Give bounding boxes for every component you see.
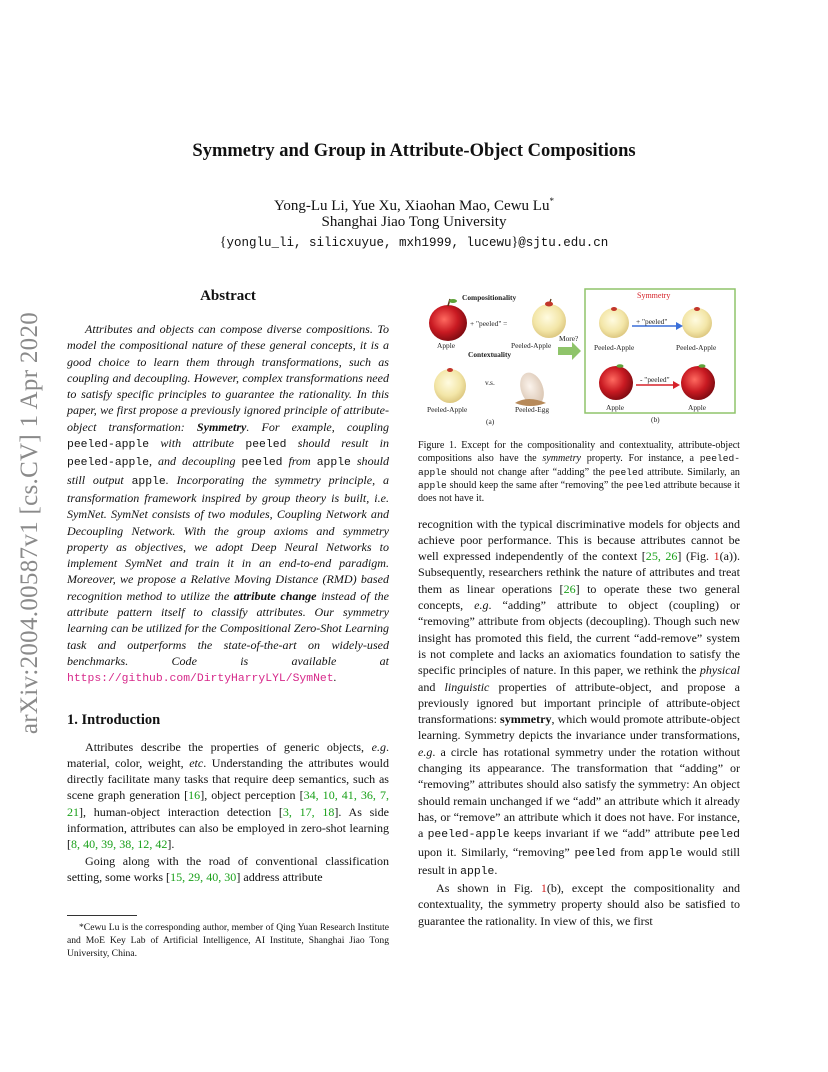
label-peeled-apple: Peeled-Apple [511, 341, 552, 350]
code-run: apple [648, 847, 683, 860]
sym-peeled-apple-right [682, 307, 712, 338]
abstract-code: apple [316, 457, 351, 470]
text-run: (b), except the compositionality and contextuality, the symmetry property should also be satisfied to guarantee the rationality. In view of this, we first [418, 881, 740, 928]
code-run: apple [460, 865, 495, 878]
caption-code: apple [418, 479, 447, 491]
abstract-part: . [333, 670, 337, 685]
label-sub-b: (b) [651, 415, 660, 424]
citation-link[interactable]: 3, 17, 18 [282, 804, 335, 819]
right-paragraph-1 [418, 516, 740, 881]
more-arrow [558, 342, 581, 360]
abstract-code: peeled [241, 457, 283, 470]
text-run: . a circle has rotational symmetry under the rotation without changing its appearance. The transformation that “adding” or “removing” attributes should also satisfy the symmetry: An object should remain unchanged if we “add” an attribute which it already has, or “remove” an attribute which it does not have. For instance, a [418, 744, 740, 841]
label-compositionality: Compositionality [462, 293, 517, 302]
citation-link[interactable]: 25, 26 [645, 549, 678, 564]
right-paragraph-2 [418, 880, 740, 929]
text-run: keeps invariant if we “add” attribute [509, 826, 699, 841]
text-run: ] address attribute [236, 869, 323, 884]
text-run: ] (Fig. [677, 549, 714, 564]
label-sym-peeled-apple-left: Peeled-Apple [594, 343, 635, 352]
abstract-part: . Incorporating the symmetry principle, a transformation framework inspired by group theory is built, i.e. SymNet. SymNet consists of two modules, Coupling Network and Decoupling Network. With the group axioms and symmetry property as objectives, we adopt Deep Neural Networks to implement SymNet and train it in an end-to-end paradigm. Moreover, we propose a Relative Moving Distance (RMD) based recognition method to utilize the [67, 472, 389, 603]
text-run: e.g [418, 744, 433, 759]
text-run: . Understanding the attributes would directly facilitate many tasks that require deep semantics, such as scene graph generation [ [67, 755, 390, 803]
abstract-text [67, 321, 389, 688]
citation-link[interactable]: 8, 40, 39, 38, 12, 42 [71, 837, 168, 852]
text-run: and [418, 679, 445, 694]
sym-peeled-apple-left [599, 307, 629, 338]
caption-run: Figure 1. Except for the compositionality and contextuality, attribute-object compositions also have the [418, 440, 740, 465]
arxiv-id: arXiv:2004.00587v1 [cs.CV] 1 Apr 2020 [16, 311, 44, 734]
intro-paragraph-1 [67, 739, 389, 853]
text-run: ] to operate these two general concepts, [418, 581, 740, 613]
code-run: peeled [574, 847, 616, 860]
abstract-part: . For example, coupling [246, 419, 390, 434]
intro-paragraph-2 [67, 853, 389, 886]
text-run: ], object perception [ [200, 788, 304, 803]
minus-arrow-head [673, 381, 680, 389]
caption-run: attribute because it does not have it. [418, 479, 740, 505]
abstract-code: peeled-apple [67, 457, 150, 470]
text-run: . [494, 862, 498, 877]
red-apple-image [429, 299, 467, 341]
text-run: , which would promote attribute-object learning. Symmetry depicts the invariance under transformations, [418, 712, 740, 743]
caption-run: symmetry [542, 453, 581, 465]
abstract-symmetry: Symmetry [196, 419, 247, 434]
caption-code: peeled [626, 479, 661, 491]
right-body [418, 516, 740, 929]
text-run: etc [189, 755, 204, 770]
label-symmetry: Symmetry [637, 291, 671, 300]
text-run: physical [699, 663, 740, 678]
email-brace-open: { [219, 235, 227, 250]
abstract-code: peeled-apple [67, 439, 150, 452]
abstract-part: , and decoupling [149, 454, 242, 469]
abstract-part: with attribute [149, 436, 246, 451]
caption-run: attribute. Similarly, an [643, 466, 740, 478]
caption-run: property. For instance, a [581, 453, 700, 465]
label-apple: Apple [437, 341, 456, 350]
label-more: More? [559, 334, 579, 343]
section-heading: 1. Introduction [67, 711, 161, 728]
author-mark: * [549, 196, 554, 206]
sym-red-apple-right [681, 364, 715, 400]
left-column [67, 288, 389, 885]
text-run: symmetry [500, 712, 552, 727]
citation-link[interactable]: 16 [188, 788, 201, 803]
label-contextuality: Contextuality [468, 350, 512, 359]
peeled-egg-image [515, 369, 548, 408]
text-run: from [615, 844, 649, 859]
footnote: *Cewu Lu is the corresponding author, member of Qing Yuan Research Institute and MoE Key Lab of Artificial Intelligence, AI Institute, Shanghai Jiao Tong University, China. [67, 922, 389, 959]
citation-link[interactable]: 26 [563, 581, 576, 596]
email-names: yonglu_li, silicxuyue, mxh1999, lucewu [226, 236, 512, 250]
paper-title: Symmetry and Group in Attribute-Object Compositions [192, 141, 636, 161]
code-run: peeled [698, 829, 740, 842]
caption-run: should not change after “adding” the [446, 466, 609, 478]
label-sub-a: (a) [486, 417, 495, 426]
text-run: linguistic [444, 679, 490, 694]
text-run: . material, color, weight, [67, 739, 389, 770]
label-sym-apple-right: Apple [688, 403, 707, 412]
abstract-code: peeled [245, 439, 287, 452]
figure-caption [418, 439, 740, 505]
sym-red-apple-left [599, 364, 633, 400]
figure-ref-link[interactable]: 1 [713, 549, 720, 564]
figure-ref-link[interactable]: 1 [540, 881, 547, 896]
abstract-part: instead of the attribute pattern itself to classify attributes. Our symmetry learning can be utilized for the Compositional Zero-Shot Learning task and outperforms the state-of-the-art on widely-used benchmarks. Code is available at [67, 588, 389, 668]
arxiv-stamp [0, 285, 60, 760]
citation-link[interactable]: 15, 29, 40, 30 [170, 869, 237, 884]
label-sym-plus: + "peeled" [636, 317, 668, 326]
text-run: . “adding” attribute to object (coupling) or “removing” attribute from objects (decoupling). Though such new insight has promoted this field, the current “add-remove” system is not complete and lacks an axiomatics foundation to satisfy the specific principles of nature. In this paper, we rethink the [418, 598, 741, 678]
text-run: e.g [371, 739, 386, 754]
code-link[interactable]: https://github.com/DirtyHarryLYL/SymNet [67, 673, 334, 686]
text-run: ]. [167, 837, 175, 852]
abstract-attribute-change: attribute change [233, 588, 317, 603]
text-run: recognition with the typical discriminative models for objects and achieve poor performance. This is because attributes cannot be well expressed independently of the context [ [418, 516, 740, 564]
text-run: ], human-object interaction detection [ [79, 804, 283, 819]
email-brace-close: } [511, 235, 519, 250]
text-run: would still result in [418, 844, 740, 877]
caption-run: should keep the same after “removing” the [446, 479, 627, 491]
caption-code: peeled [608, 466, 644, 478]
peeled-apple-image [532, 299, 566, 338]
peeled-apple-image-2 [434, 368, 466, 403]
caption-code: peeled-apple [418, 453, 740, 478]
text-run: ]. As side information, attributes can also be employed in zero-shot learning [ [67, 804, 389, 852]
right-column [418, 287, 740, 929]
author-emails [0, 235, 828, 251]
text-run: Attributes describe the properties of generic objects, [85, 739, 372, 754]
plus-arrow-head [676, 322, 683, 330]
label-sym-peeled-apple-right: Peeled-Apple [676, 343, 717, 352]
text-run: As shown in Fig. [436, 881, 541, 896]
label-vs: v.s. [485, 378, 495, 387]
text-run: e.g [474, 598, 489, 613]
author-list [0, 196, 828, 215]
abstract-part: should still output [67, 454, 389, 487]
affiliation: Shanghai Jiao Tong University [321, 214, 507, 230]
text-run: (a)). Subsequently, researchers rethink the nature of attributes and treat them as linear operations [ [418, 549, 740, 596]
figure-1 [418, 287, 740, 427]
abstract-code: apple [131, 475, 166, 488]
code-run: peeled-apple [427, 829, 510, 842]
label-sym-apple-left: Apple [606, 403, 625, 412]
abstract-part: from [282, 454, 317, 469]
label-peeled-egg: Peeled-Egg [515, 405, 550, 414]
text-run: upon it. Similarly, “removing” [418, 844, 575, 859]
authors-text: Yong-Lu Li, Yue Xu, Xiaohan Mao, Cewu Lu [274, 198, 550, 214]
citation-link[interactable]: 34, 10, 41, 36, 7, 21 [67, 788, 389, 819]
label-plus-peeled: + "peeled" = [470, 319, 508, 328]
label-sym-minus: - "peeled" [640, 375, 670, 384]
text-run: Going along with the road of conventional classification setting, some works [ [67, 853, 389, 884]
footnote-rule [67, 915, 137, 916]
email-domain: @sjtu.edu.cn [518, 236, 609, 250]
abstract-heading: Abstract [200, 288, 256, 304]
text-run: properties of attribute-object, and propose a previously ignored but important principle of attribute-object transformations: [418, 679, 740, 727]
abstract-part: should result in [286, 436, 389, 451]
abstract-part: Attributes and objects can compose diverse compositions. To model the compositional nature of these general concepts, it is a good choice to learn them through transformations, such as coupling and decoupling. However, complex transformations need to satisfy specific principles to guarantee the rationality. In this paper, we first propose a previously ignored principle of attribute-object transformation: [67, 322, 389, 434]
label-peeled-apple-2: Peeled-Apple [427, 405, 468, 414]
